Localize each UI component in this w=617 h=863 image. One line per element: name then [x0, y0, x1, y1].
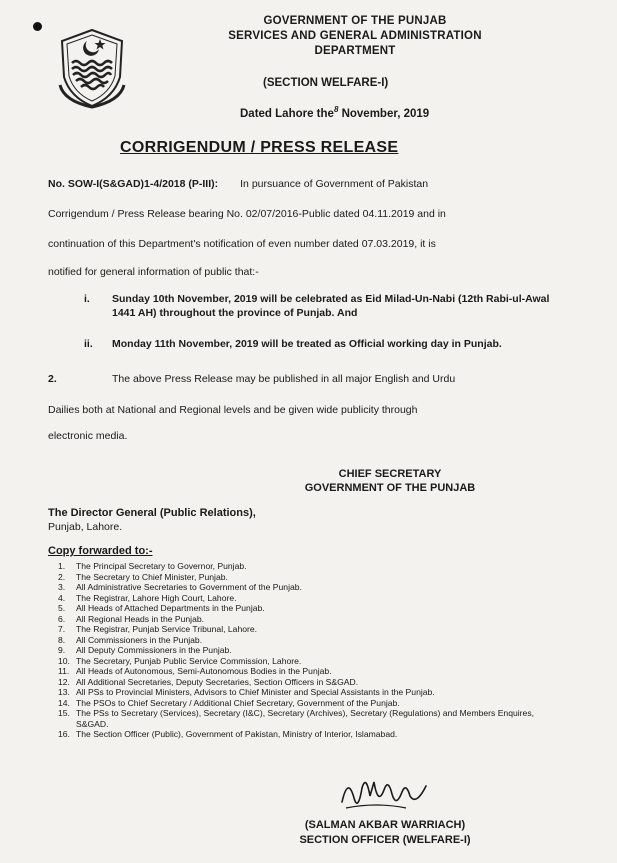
- para2-number: 2.: [48, 373, 57, 385]
- list-item: 12. All Additional Secretaries, Deputy Secretaries, Section Officers in S&GAD.: [58, 676, 359, 687]
- date-line: Dated Lahore the$^8$ November, 2019: [240, 105, 430, 120]
- para1-line-2: Corrigendum / Press Release bearing No. 02/07/2016-Public dated 04.11.2019 and in: [48, 208, 446, 220]
- copy-list: [58, 561, 558, 740]
- list-item: 7. The Registrar, Punjab Service Tribunal, Lahore.: [58, 624, 258, 634]
- chief-secretary-title: CHIEF SECRETARY: [338, 468, 442, 480]
- list-item: ii. Monday 11th November, 2019 will be treated as Official working day in Punjab.: [84, 338, 502, 350]
- reference-number: No. SOW-I(S&GAD)1-4/2018 (P-III):: [48, 178, 219, 190]
- list-item: 6. All Regional Heads in the Punjab.: [58, 613, 205, 624]
- header-department: SERVICES AND GENERAL ADMINISTRATION: [228, 30, 482, 42]
- list-item: 13. All PSs to Provincial Ministers, Advisors to Chief Minister and Special Assistants in the Punjab.: [58, 687, 435, 697]
- handwritten-signature: [336, 772, 436, 820]
- para2-line-1: The above Press Release may be published in all major English and Urdu: [112, 373, 456, 385]
- para1-line-3: continuation of this Department's notification of even number dated 07.03.2019, it is: [48, 238, 436, 250]
- government-of-punjab-logo: [56, 27, 128, 109]
- list-item: 14. The PSOs to Chief Secretary / Additional Chief Secretary, Government of the Punjab.: [58, 697, 400, 708]
- addressee-title: The Director General (Public Relations),: [48, 507, 256, 519]
- list-item: 2. The Secretary to Chief Minister, Punjab.: [58, 571, 228, 582]
- para2-line-2: Dailies both at National and Regional levels and be given wide publicity through: [48, 404, 418, 416]
- header-government: GOVERNMENT OF THE PUNJAB: [263, 15, 447, 27]
- list-item: 10. The Secretary, Punjab Public Service Commission, Lahore.: [58, 655, 302, 666]
- list-item: 15. The PSs to Secretary (Services), Secretary (I&C), Secretary (Archives), Secretary (Regulations) and Members Enquires, S&GAD.: [58, 708, 535, 729]
- punch-hole-mark: [33, 22, 42, 31]
- section-label: (SECTION WELFARE-I): [263, 77, 389, 89]
- list-item: 4. The Registrar, Lahore High Court, Lahore.: [58, 592, 237, 603]
- list-item: 16. The Section Officer (Public), Government of Pakistan, Ministry of Interior, Islamabad.: [58, 729, 398, 739]
- list-item: 8. All Commissioners in the Punjab.: [58, 634, 203, 645]
- list-item: 5. All Heads of Attached Departments in the Punjab.: [58, 603, 265, 613]
- copy-forwarded-heading: Copy forwarded to:-: [48, 545, 153, 557]
- list-item: 9. All Deputy Commissioners in the Punjab.: [58, 645, 232, 655]
- list-item: i. Sunday 10th November, 2019 will be celebrated as Eid Milad-Un-Nabi (12th Rabi-ul-Awal 1441 AH) throughout the province of Punjab. And: [84, 293, 550, 319]
- header-department-line: DEPARTMENT: [314, 45, 396, 57]
- para1-line-1: No. SOW-I(S&GAD)1-4/2018 (P-III): In pursuance of Government of Pakistan: [48, 178, 429, 190]
- handwritten-day: 8: [333, 105, 339, 114]
- signatory-name: (SALMAN AKBAR WARRIACH): [304, 819, 466, 831]
- addressee-location: Punjab, Lahore.: [48, 521, 123, 533]
- chief-secretary-govt: GOVERNMENT OF THE PUNJAB: [304, 482, 476, 494]
- list-item: 11. All Heads of Autonomous, Semi-Autonomous Bodies in the Punjab.: [58, 666, 332, 676]
- signatory-designation: SECTION OFFICER (WELFARE-I): [299, 834, 471, 846]
- list-item: 1. The Principal Secretary to Governor, Punjab.: [58, 561, 247, 571]
- para1-line-4: notified for general information of public that:-: [48, 266, 259, 278]
- document-title: CORRIGENDUM / PRESS RELEASE: [120, 139, 399, 156]
- para2-line-3: electronic media.: [48, 430, 128, 442]
- list-item: 3. All Administrative Secretaries to Government of the Punjab.: [58, 582, 302, 592]
